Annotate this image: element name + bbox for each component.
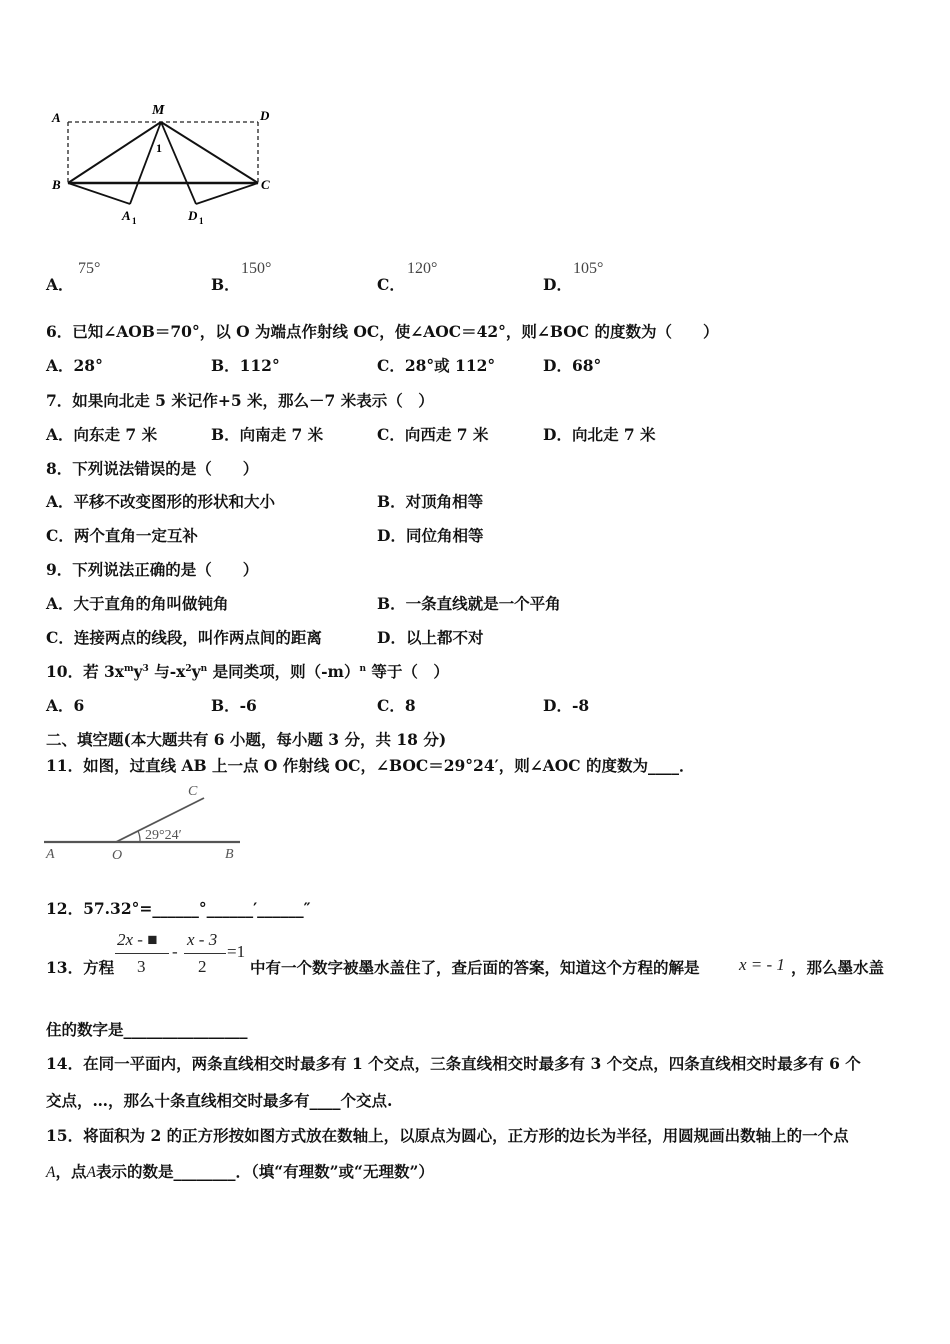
segment-BM <box>68 122 161 183</box>
q12-stem: 12．57.32°=______°______′______″ <box>46 899 311 918</box>
q13-num2-text: x - 3 <box>187 930 218 949</box>
q13-equals-one: =1 <box>227 942 246 961</box>
q10-stem-pre: 10．若 3x <box>46 662 124 681</box>
q13-denominator-2: 2 <box>198 957 207 976</box>
segment-MD1 <box>161 122 196 204</box>
q7-stem: 7．如果向北走 5 米记作+5 米，那么－7 米表示（ ） <box>46 391 434 410</box>
option-letter: B． <box>211 275 240 294</box>
q5-option-b-value: 150° <box>241 260 272 277</box>
q10-mid2: 与-x <box>148 662 186 681</box>
label-B: B <box>52 177 61 192</box>
q6-option-b[interactable]: B．112° <box>211 356 280 375</box>
q6-option-a[interactable]: A．28° <box>46 356 103 375</box>
option-letter: A． <box>46 275 74 294</box>
q15-point-a-2: A <box>86 1164 96 1181</box>
q5-option-d[interactable] <box>543 273 572 295</box>
q5-geometry-figure <box>44 100 284 235</box>
q14-line2: 交点，…，那么十条直线相交时最多有____个交点. <box>46 1091 393 1110</box>
label-A: A <box>46 847 55 862</box>
q10-stem-post: 等于（ ） <box>366 662 449 681</box>
q7-option-c[interactable]: C．向西走 7 米 <box>377 425 489 444</box>
q13-minus-sign: - <box>172 942 178 961</box>
segment-BA1 <box>68 183 130 204</box>
q13-denominator-1: 3 <box>137 957 146 976</box>
q5-option-b[interactable] <box>211 273 240 295</box>
q15-line2 <box>46 1160 434 1182</box>
label-D1: D <box>188 208 198 223</box>
q7-option-a[interactable]: A．向东走 7 米 <box>46 425 158 444</box>
q10-option-c[interactable]: C．8 <box>377 696 416 715</box>
segment-CM <box>161 122 258 183</box>
segment-CD1 <box>196 183 258 204</box>
angle-label-1: 1 <box>156 141 162 155</box>
q10-exp-3: 3 <box>142 663 149 674</box>
label-A1: A <box>122 208 131 223</box>
angle-value-label: 29°24′ <box>145 828 182 843</box>
q13-fraction-bar-1 <box>115 953 169 954</box>
q8-stem: 8．下列说法错误的是（ ） <box>46 459 259 478</box>
q10-option-d[interactable]: D．-8 <box>543 696 590 715</box>
q7-option-b[interactable]: B．向南走 7 米 <box>211 425 324 444</box>
q13-prefix: 13．方程 <box>46 958 115 977</box>
q10-exp-n: n <box>200 663 208 674</box>
label-A1-subscript: 1 <box>132 216 137 226</box>
q9-option-b[interactable]: B．一条直线就是一个平角 <box>377 594 561 613</box>
q6-stem: 6．已知∠AOB＝70°，以 O 为端点作射线 OC，使∠AOC＝42°，则∠BOC 的度数为（ ） <box>46 322 719 341</box>
q9-option-d[interactable]: D．以上都不对 <box>377 628 484 647</box>
label-B: B <box>225 847 234 862</box>
q13-line2: 住的数字是________________ <box>46 1020 248 1039</box>
q7-option-d[interactable]: D．向北走 7 米 <box>543 425 656 444</box>
q11-stem: 11．如图，过直线 AB 上一点 O 作射线 OC，∠BOC＝29°24′，则∠AOC 的度数为____． <box>46 756 695 775</box>
q9-option-a[interactable]: A．大于直角的角叫做钝角 <box>46 594 229 613</box>
label-D: D <box>260 108 270 123</box>
q13-suffix: ，那么墨水盖 <box>791 958 885 977</box>
q15-mid: ，点 <box>55 1162 87 1181</box>
label-C: C <box>261 177 270 192</box>
q13-numerator-2 <box>187 930 217 950</box>
q10-exp-n2: n <box>359 663 366 674</box>
q10-y2: y <box>191 662 201 681</box>
q9-option-c[interactable]: C．连接两点的线段，叫作两点间的距离 <box>46 628 322 647</box>
q11-angle-figure <box>44 780 244 862</box>
label-C: C <box>188 784 198 799</box>
section-2-heading: 二、填空题(本大题共有 6 小题，每小题 3 分，共 18 分) <box>46 730 447 749</box>
q13-fraction-bar-2 <box>184 953 226 954</box>
q5-option-a[interactable] <box>46 273 74 295</box>
q10-option-b[interactable]: B．-6 <box>211 696 257 715</box>
q8-option-c[interactable]: C．两个直角一定互补 <box>46 526 198 545</box>
q14-line1: 14．在同一平面内，两条直线相交时最多有 1 个交点，三条直线相交时最多有 3 个交点，四条直线相交时最多有 6 个 <box>46 1054 861 1073</box>
q8-option-b[interactable]: B．对顶角相等 <box>377 492 484 511</box>
angle-arc <box>138 831 140 842</box>
q8-option-d[interactable]: D．同位角相等 <box>377 526 484 545</box>
q10-y1: y <box>133 662 143 681</box>
q9-stem: 9．下列说法正确的是（ ） <box>46 560 259 579</box>
segment-MA1 <box>130 122 161 204</box>
label-M: M <box>152 103 165 118</box>
q6-option-d[interactable]: D．68° <box>543 356 602 375</box>
q10-exp-2: 2 <box>185 663 192 674</box>
label-A: A <box>52 110 61 125</box>
q15-point-a: A <box>46 1164 56 1181</box>
q13-numerator-1 <box>117 930 157 950</box>
q15-line1: 15．将面积为 2 的正方形按如图方式放在数轴上，以原点为圆心，正方形的边长为半径，用圆规画出数轴上的一个点 <box>46 1126 849 1145</box>
label-D1-subscript: 1 <box>199 216 204 226</box>
q5-option-d-value: 105° <box>573 260 604 277</box>
q15-line2-text: 表示的数是________．（填“有理数”或“无理数”） <box>95 1162 434 1181</box>
q10-option-a[interactable]: A．6 <box>46 696 85 715</box>
q8-option-a[interactable]: A．平移不改变图形的形状和大小 <box>46 492 276 511</box>
q13-middle-text: 中有一个数字被墨水盖住了，查后面的答案，知道这个方程的解是 <box>250 958 700 977</box>
option-letter: C． <box>377 275 405 294</box>
label-O: O <box>112 848 123 862</box>
q5-option-a-value: 75° <box>78 260 101 277</box>
q5-option-c[interactable] <box>377 273 405 295</box>
q6-option-c[interactable]: C．28°或 112° <box>377 356 496 375</box>
q13-solution: x = - 1 <box>739 955 785 974</box>
option-letter: D． <box>543 275 572 294</box>
q10-stem <box>46 660 449 682</box>
q13-num1-text: 2x - ■ <box>117 930 158 949</box>
q5-option-c-value: 120° <box>407 260 438 277</box>
q10-exp-m: m <box>124 663 134 674</box>
q10-mid4: 是同类项，则（-m） <box>207 662 360 681</box>
